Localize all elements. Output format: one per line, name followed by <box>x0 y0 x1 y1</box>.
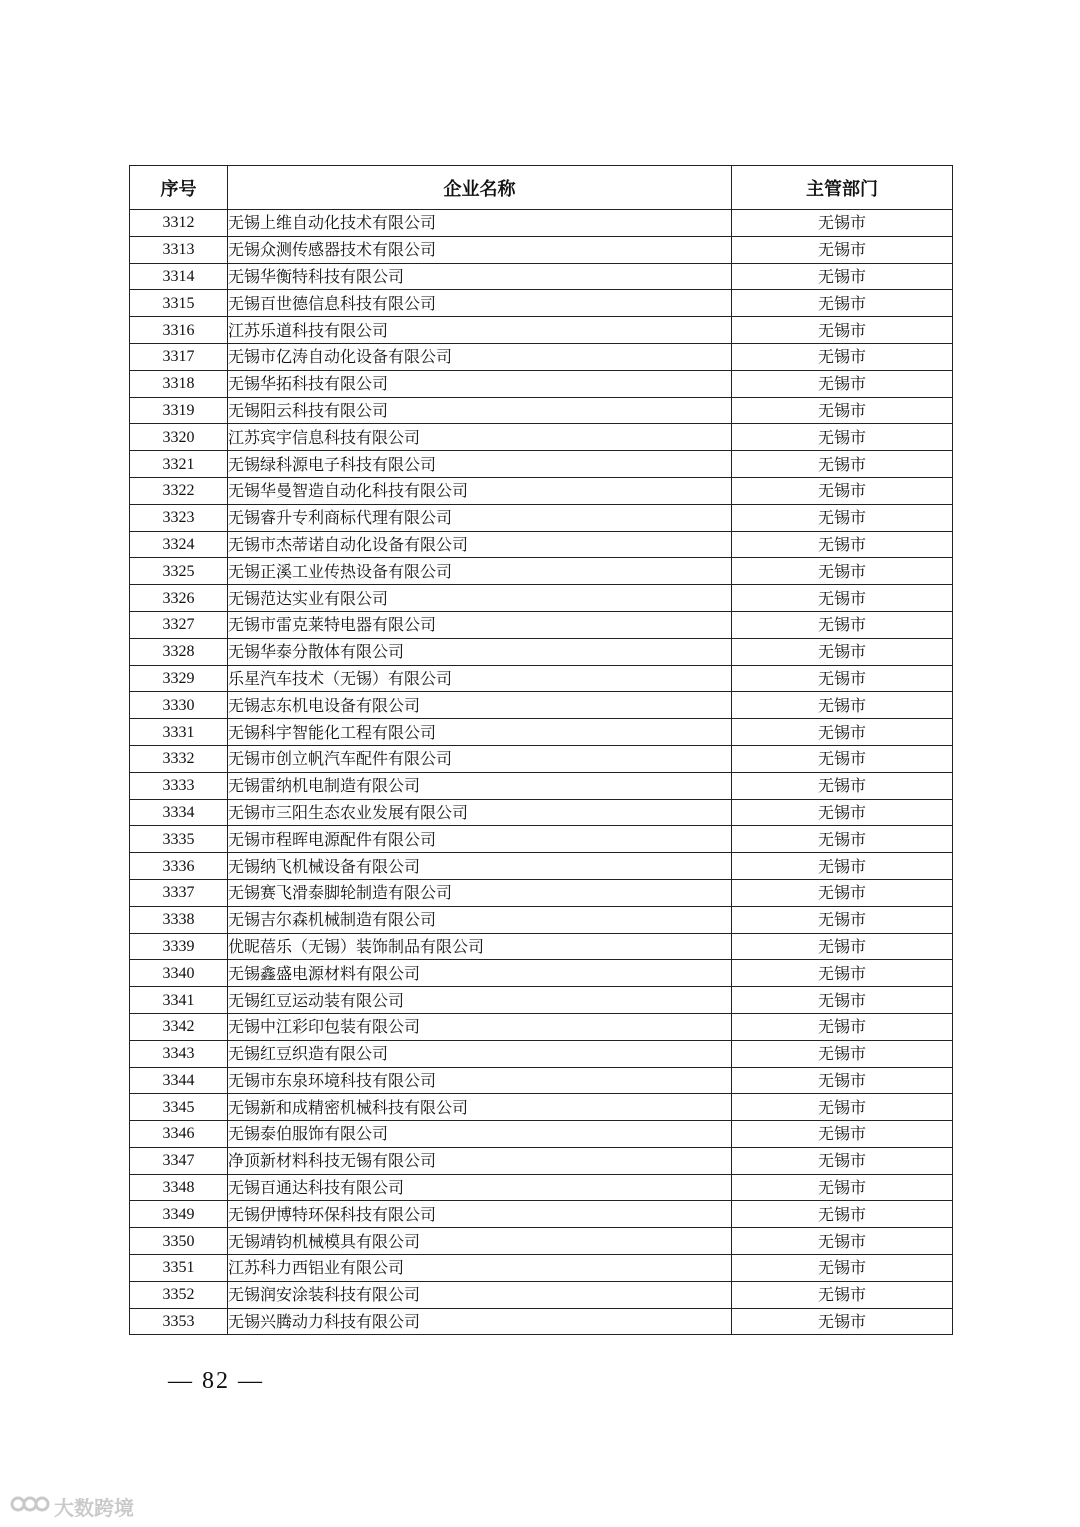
row-index: 3325 <box>130 558 228 585</box>
row-department: 无锡市 <box>732 1147 953 1174</box>
row-company-name: 无锡市三阳生态农业发展有限公司 <box>228 799 732 826</box>
table-row <box>130 906 953 933</box>
table-row <box>130 1147 953 1174</box>
row-company-name: 无锡市创立帆汽车配件有限公司 <box>228 745 732 772</box>
row-department: 无锡市 <box>732 745 953 772</box>
row-department: 无锡市 <box>732 343 953 370</box>
table-row <box>130 1013 953 1040</box>
row-department: 无锡市 <box>732 504 953 531</box>
table-row <box>130 665 953 692</box>
table-row <box>130 210 953 237</box>
table-row <box>130 1308 953 1335</box>
row-department: 无锡市 <box>732 692 953 719</box>
row-company-name: 江苏宾宇信息科技有限公司 <box>228 424 732 451</box>
table-row <box>130 1255 953 1282</box>
row-company-name: 无锡市东泉环境科技有限公司 <box>228 1067 732 1094</box>
row-department: 无锡市 <box>732 719 953 746</box>
table-row <box>130 799 953 826</box>
row-index: 3330 <box>130 692 228 719</box>
row-department: 无锡市 <box>732 585 953 612</box>
row-index: 3350 <box>130 1228 228 1255</box>
table-row <box>130 1040 953 1067</box>
row-company-name: 无锡靖钧机械模具有限公司 <box>228 1228 732 1255</box>
row-index: 3318 <box>130 370 228 397</box>
row-department: 无锡市 <box>732 558 953 585</box>
row-company-name: 无锡雷纳机电制造有限公司 <box>228 772 732 799</box>
row-department: 无锡市 <box>732 1281 953 1308</box>
row-department: 无锡市 <box>732 1255 953 1282</box>
row-company-name: 无锡百世德信息科技有限公司 <box>228 290 732 317</box>
row-company-name: 无锡正溪工业传热设备有限公司 <box>228 558 732 585</box>
row-index: 3342 <box>130 1013 228 1040</box>
table-row <box>130 719 953 746</box>
row-index: 3313 <box>130 236 228 263</box>
row-index: 3323 <box>130 504 228 531</box>
row-company-name: 无锡市程晖电源配件有限公司 <box>228 826 732 853</box>
row-department: 无锡市 <box>732 1121 953 1148</box>
table-row <box>130 1094 953 1121</box>
row-department: 无锡市 <box>732 826 953 853</box>
row-index: 3334 <box>130 799 228 826</box>
table-row <box>130 531 953 558</box>
table-row <box>130 1174 953 1201</box>
table-row <box>130 638 953 665</box>
table-row <box>130 585 953 612</box>
row-department: 无锡市 <box>732 960 953 987</box>
row-company-name: 无锡润安涂装科技有限公司 <box>228 1281 732 1308</box>
table-row <box>130 692 953 719</box>
row-department: 无锡市 <box>732 263 953 290</box>
row-department: 无锡市 <box>732 799 953 826</box>
row-index: 3348 <box>130 1174 228 1201</box>
company-list-table <box>129 165 953 1335</box>
row-company-name: 无锡上维自动化技术有限公司 <box>228 210 732 237</box>
table-row <box>130 611 953 638</box>
row-department: 无锡市 <box>732 1040 953 1067</box>
row-index: 3345 <box>130 1094 228 1121</box>
row-department: 无锡市 <box>732 210 953 237</box>
row-company-name: 无锡赛飞滑泰脚轮制造有限公司 <box>228 879 732 906</box>
row-company-name: 无锡红豆织造有限公司 <box>228 1040 732 1067</box>
row-department: 无锡市 <box>732 853 953 880</box>
row-index: 3333 <box>130 772 228 799</box>
watermark-logo-icon <box>10 1493 50 1520</box>
header-company-name: 企业名称 <box>228 166 732 210</box>
row-company-name: 江苏科力西铝业有限公司 <box>228 1255 732 1282</box>
table-row <box>130 236 953 263</box>
row-company-name: 无锡红豆运动装有限公司 <box>228 987 732 1014</box>
row-department: 无锡市 <box>732 1094 953 1121</box>
row-department: 无锡市 <box>732 638 953 665</box>
row-department: 无锡市 <box>732 1201 953 1228</box>
row-company-name: 无锡华泰分散体有限公司 <box>228 638 732 665</box>
row-index: 3314 <box>130 263 228 290</box>
row-department: 无锡市 <box>732 933 953 960</box>
row-company-name: 无锡伊博特环保科技有限公司 <box>228 1201 732 1228</box>
row-index: 3352 <box>130 1281 228 1308</box>
row-index: 3329 <box>130 665 228 692</box>
row-company-name: 无锡吉尔森机械制造有限公司 <box>228 906 732 933</box>
row-department: 无锡市 <box>732 1228 953 1255</box>
row-index: 3351 <box>130 1255 228 1282</box>
row-index: 3349 <box>130 1201 228 1228</box>
row-index: 3339 <box>130 933 228 960</box>
row-department: 无锡市 <box>732 370 953 397</box>
row-index: 3320 <box>130 424 228 451</box>
table-row <box>130 745 953 772</box>
row-department: 无锡市 <box>732 1174 953 1201</box>
header-index: 序号 <box>130 166 228 210</box>
row-company-name: 无锡华曼智造自动化科技有限公司 <box>228 477 732 504</box>
row-company-name: 无锡中江彩印包装有限公司 <box>228 1013 732 1040</box>
header-department: 主管部门 <box>732 166 953 210</box>
row-index: 3316 <box>130 317 228 344</box>
table-row <box>130 853 953 880</box>
row-department: 无锡市 <box>732 1067 953 1094</box>
table-row <box>130 397 953 424</box>
row-company-name: 无锡阳云科技有限公司 <box>228 397 732 424</box>
table-row <box>130 772 953 799</box>
row-index: 3317 <box>130 343 228 370</box>
table-row <box>130 1121 953 1148</box>
table-row <box>130 504 953 531</box>
table-row <box>130 933 953 960</box>
row-department: 无锡市 <box>732 531 953 558</box>
row-index: 3321 <box>130 451 228 478</box>
table-row <box>130 451 953 478</box>
row-department: 无锡市 <box>732 611 953 638</box>
row-department: 无锡市 <box>732 665 953 692</box>
row-index: 3347 <box>130 1147 228 1174</box>
row-department: 无锡市 <box>732 290 953 317</box>
row-index: 3312 <box>130 210 228 237</box>
table-row <box>130 477 953 504</box>
row-company-name: 无锡鑫盛电源材料有限公司 <box>228 960 732 987</box>
table-row <box>130 826 953 853</box>
row-index: 3326 <box>130 585 228 612</box>
page-number: — 82 — <box>168 1368 264 1394</box>
table-row <box>130 1201 953 1228</box>
row-index: 3319 <box>130 397 228 424</box>
row-department: 无锡市 <box>732 987 953 1014</box>
row-department: 无锡市 <box>732 317 953 344</box>
table-header-row <box>130 166 953 210</box>
watermark <box>10 1492 134 1521</box>
row-company-name: 无锡百通达科技有限公司 <box>228 1174 732 1201</box>
row-index: 3346 <box>130 1121 228 1148</box>
table-row <box>130 317 953 344</box>
watermark-text: 大数跨境 <box>54 1496 134 1520</box>
table-row <box>130 987 953 1014</box>
row-index: 3343 <box>130 1040 228 1067</box>
row-company-name: 无锡市杰蒂诺自动化设备有限公司 <box>228 531 732 558</box>
table-row <box>130 424 953 451</box>
row-index: 3335 <box>130 826 228 853</box>
table-row <box>130 960 953 987</box>
row-company-name: 无锡泰伯服饰有限公司 <box>228 1121 732 1148</box>
row-company-name: 优昵蓓乐（无锡）装饰制品有限公司 <box>228 933 732 960</box>
row-company-name: 无锡市亿涛自动化设备有限公司 <box>228 343 732 370</box>
row-company-name: 无锡科宇智能化工程有限公司 <box>228 719 732 746</box>
row-department: 无锡市 <box>732 424 953 451</box>
table-row <box>130 1281 953 1308</box>
row-company-name: 无锡志东机电设备有限公司 <box>228 692 732 719</box>
row-index: 3327 <box>130 611 228 638</box>
row-company-name: 无锡市雷克莱特电器有限公司 <box>228 611 732 638</box>
table-row <box>130 879 953 906</box>
row-department: 无锡市 <box>732 451 953 478</box>
row-index: 3322 <box>130 477 228 504</box>
row-index: 3337 <box>130 879 228 906</box>
row-company-name: 无锡纳飞机械设备有限公司 <box>228 853 732 880</box>
row-index: 3353 <box>130 1308 228 1335</box>
table-row <box>130 290 953 317</box>
row-company-name: 无锡新和成精密机械科技有限公司 <box>228 1094 732 1121</box>
row-index: 3315 <box>130 290 228 317</box>
row-company-name: 无锡华拓科技有限公司 <box>228 370 732 397</box>
row-company-name: 无锡众测传感器技术有限公司 <box>228 236 732 263</box>
row-company-name: 无锡兴腾动力科技有限公司 <box>228 1308 732 1335</box>
row-company-name: 无锡睿升专利商标代理有限公司 <box>228 504 732 531</box>
row-department: 无锡市 <box>732 397 953 424</box>
row-index: 3344 <box>130 1067 228 1094</box>
row-index: 3332 <box>130 745 228 772</box>
row-index: 3324 <box>130 531 228 558</box>
table-row <box>130 558 953 585</box>
row-index: 3341 <box>130 987 228 1014</box>
row-department: 无锡市 <box>732 906 953 933</box>
row-index: 3328 <box>130 638 228 665</box>
row-company-name: 无锡范达实业有限公司 <box>228 585 732 612</box>
table-row <box>130 263 953 290</box>
row-department: 无锡市 <box>732 236 953 263</box>
row-department: 无锡市 <box>732 1308 953 1335</box>
row-index: 3338 <box>130 906 228 933</box>
row-company-name: 无锡华衡特科技有限公司 <box>228 263 732 290</box>
row-index: 3336 <box>130 853 228 880</box>
row-department: 无锡市 <box>732 879 953 906</box>
row-index: 3331 <box>130 719 228 746</box>
row-department: 无锡市 <box>732 477 953 504</box>
table-row <box>130 1067 953 1094</box>
row-index: 3340 <box>130 960 228 987</box>
row-company-name: 乐星汽车技术（无锡）有限公司 <box>228 665 732 692</box>
table-row <box>130 343 953 370</box>
row-department: 无锡市 <box>732 772 953 799</box>
table-row <box>130 370 953 397</box>
row-company-name: 江苏乐道科技有限公司 <box>228 317 732 344</box>
row-company-name: 无锡绿科源电子科技有限公司 <box>228 451 732 478</box>
row-department: 无锡市 <box>732 1013 953 1040</box>
row-company-name: 净顶新材料科技无锡有限公司 <box>228 1147 732 1174</box>
table-row <box>130 1228 953 1255</box>
table-body <box>130 210 953 1335</box>
